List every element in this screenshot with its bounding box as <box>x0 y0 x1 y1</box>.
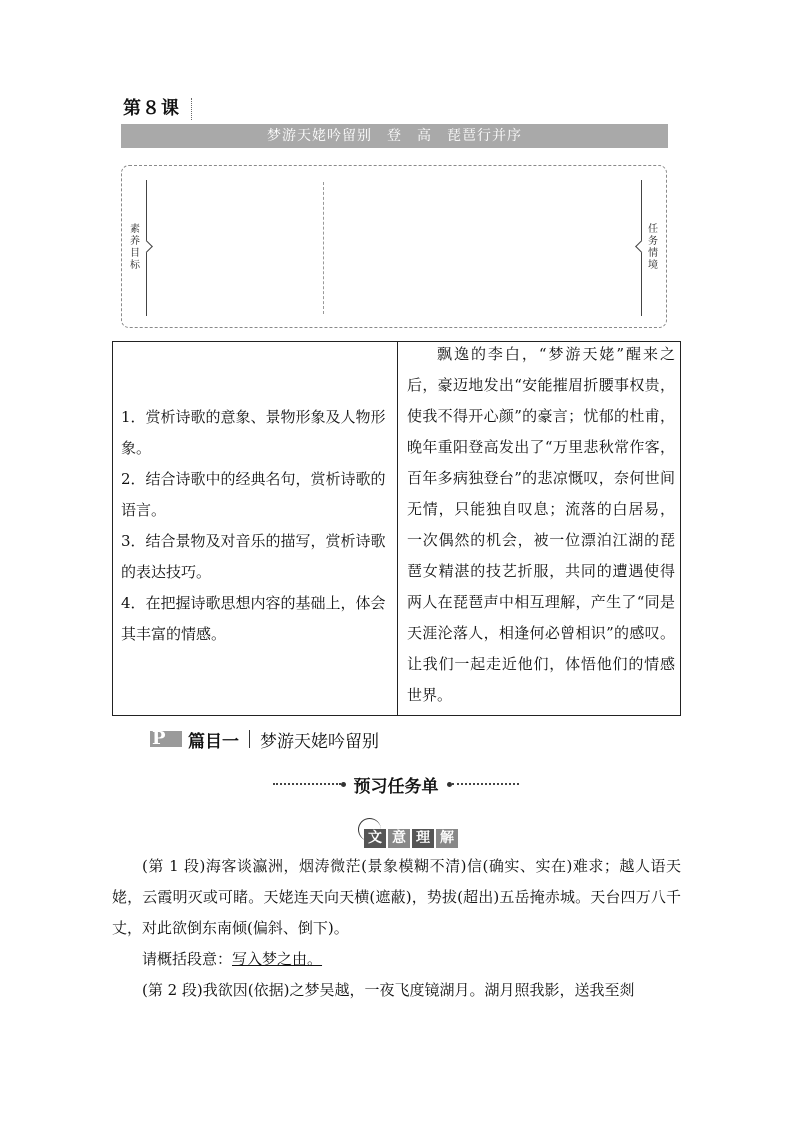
objective-item: 3．结合景物及对音乐的描写，赏析诗歌的表达技巧。 <box>121 532 386 581</box>
section-heading <box>150 728 379 750</box>
chevron-right-icon <box>140 240 153 253</box>
panel-label-scenario: 任务情境 <box>648 224 658 271</box>
bullet-icon <box>341 782 346 787</box>
tag-char: 意 <box>388 829 410 848</box>
objective-item: 2．结合诗歌中的经典名句，赏析诗歌的语言。 <box>121 470 386 519</box>
paragraph-1: (第 1 段)海客谈瀛洲，烟涛微茫(景象模糊不清)信(确实、实在)难求；越人语天姥，云霞明灭或可睹。天姥连天向天横(遮蔽)，势拔(超出)五岳掩赤城。天台四万八千丈，对此欲倒东南倾(偏斜、倒下)。 <box>112 857 681 937</box>
dotted-rule-left <box>273 783 341 785</box>
annotated-poem-text <box>112 851 681 1006</box>
preview-task-label: 预习任务单 <box>353 776 439 797</box>
lesson-label: 第８课 <box>123 98 180 119</box>
panel-divider <box>323 182 324 314</box>
part-badge-icon: P <box>150 731 182 747</box>
preview-task-heading <box>273 772 519 796</box>
summary-prompt: 请概括段意： <box>142 950 233 968</box>
objective-item: 1．赏析诗歌的意象、景物形象及人物形象。 <box>121 408 386 457</box>
objectives-panel <box>121 165 667 328</box>
panel-label-objectives: 素养目标 <box>130 224 140 271</box>
lesson-title-bar: 梦游天姥吟留别 登 高 琵琶行并序 <box>121 124 668 148</box>
tag-char: 解 <box>436 829 458 848</box>
lesson-header <box>121 96 668 152</box>
section-separator <box>249 730 250 748</box>
tag-char: 理 <box>412 829 434 848</box>
dotted-rule-right <box>452 783 520 785</box>
summary-answer: 写入梦之由。 <box>232 950 323 968</box>
table-column-divider <box>397 342 398 715</box>
section-title: 梦游天姥吟留别 <box>260 731 379 752</box>
objectives-table <box>112 341 681 716</box>
tag-char: 文 <box>364 829 386 848</box>
section-number: 篇目一 <box>188 731 239 752</box>
summary-line <box>112 944 681 975</box>
objectives-list <box>121 402 389 650</box>
paragraph-2: (第 2 段)我欲因(依据)之梦吴越，一夜飞度镜湖月。湖月照我影，送我至剡 <box>142 981 635 999</box>
scenario-text: 飘逸的李白，“梦游天姥”醒来之后，豪迈地发出“安能摧眉折腰事权贵，使我不得开心颜”的豪言；忧郁的杜甫，晚年重阳登高发出了“万里悲秋常作客，百年多病独登台”的悲凉慨叹，奈何世间无情，只能独自叹息；流落的白居易，一次偶然的机会，被一位漂泊江湖的琵琶女精湛的技艺折服，共同的遭遇使得两人在琵琶声中相互理解，产生了“同是天涯沦落人，相逢何必曾相识”的感叹。让我们一起走近他们，体悟他们的情感世界。 <box>407 345 675 704</box>
objective-item: 4．在把握诗歌思想内容的基础上，体会其丰富的情感。 <box>121 594 386 643</box>
text-meaning-tag <box>364 820 460 850</box>
lesson-label-divider <box>191 98 193 120</box>
